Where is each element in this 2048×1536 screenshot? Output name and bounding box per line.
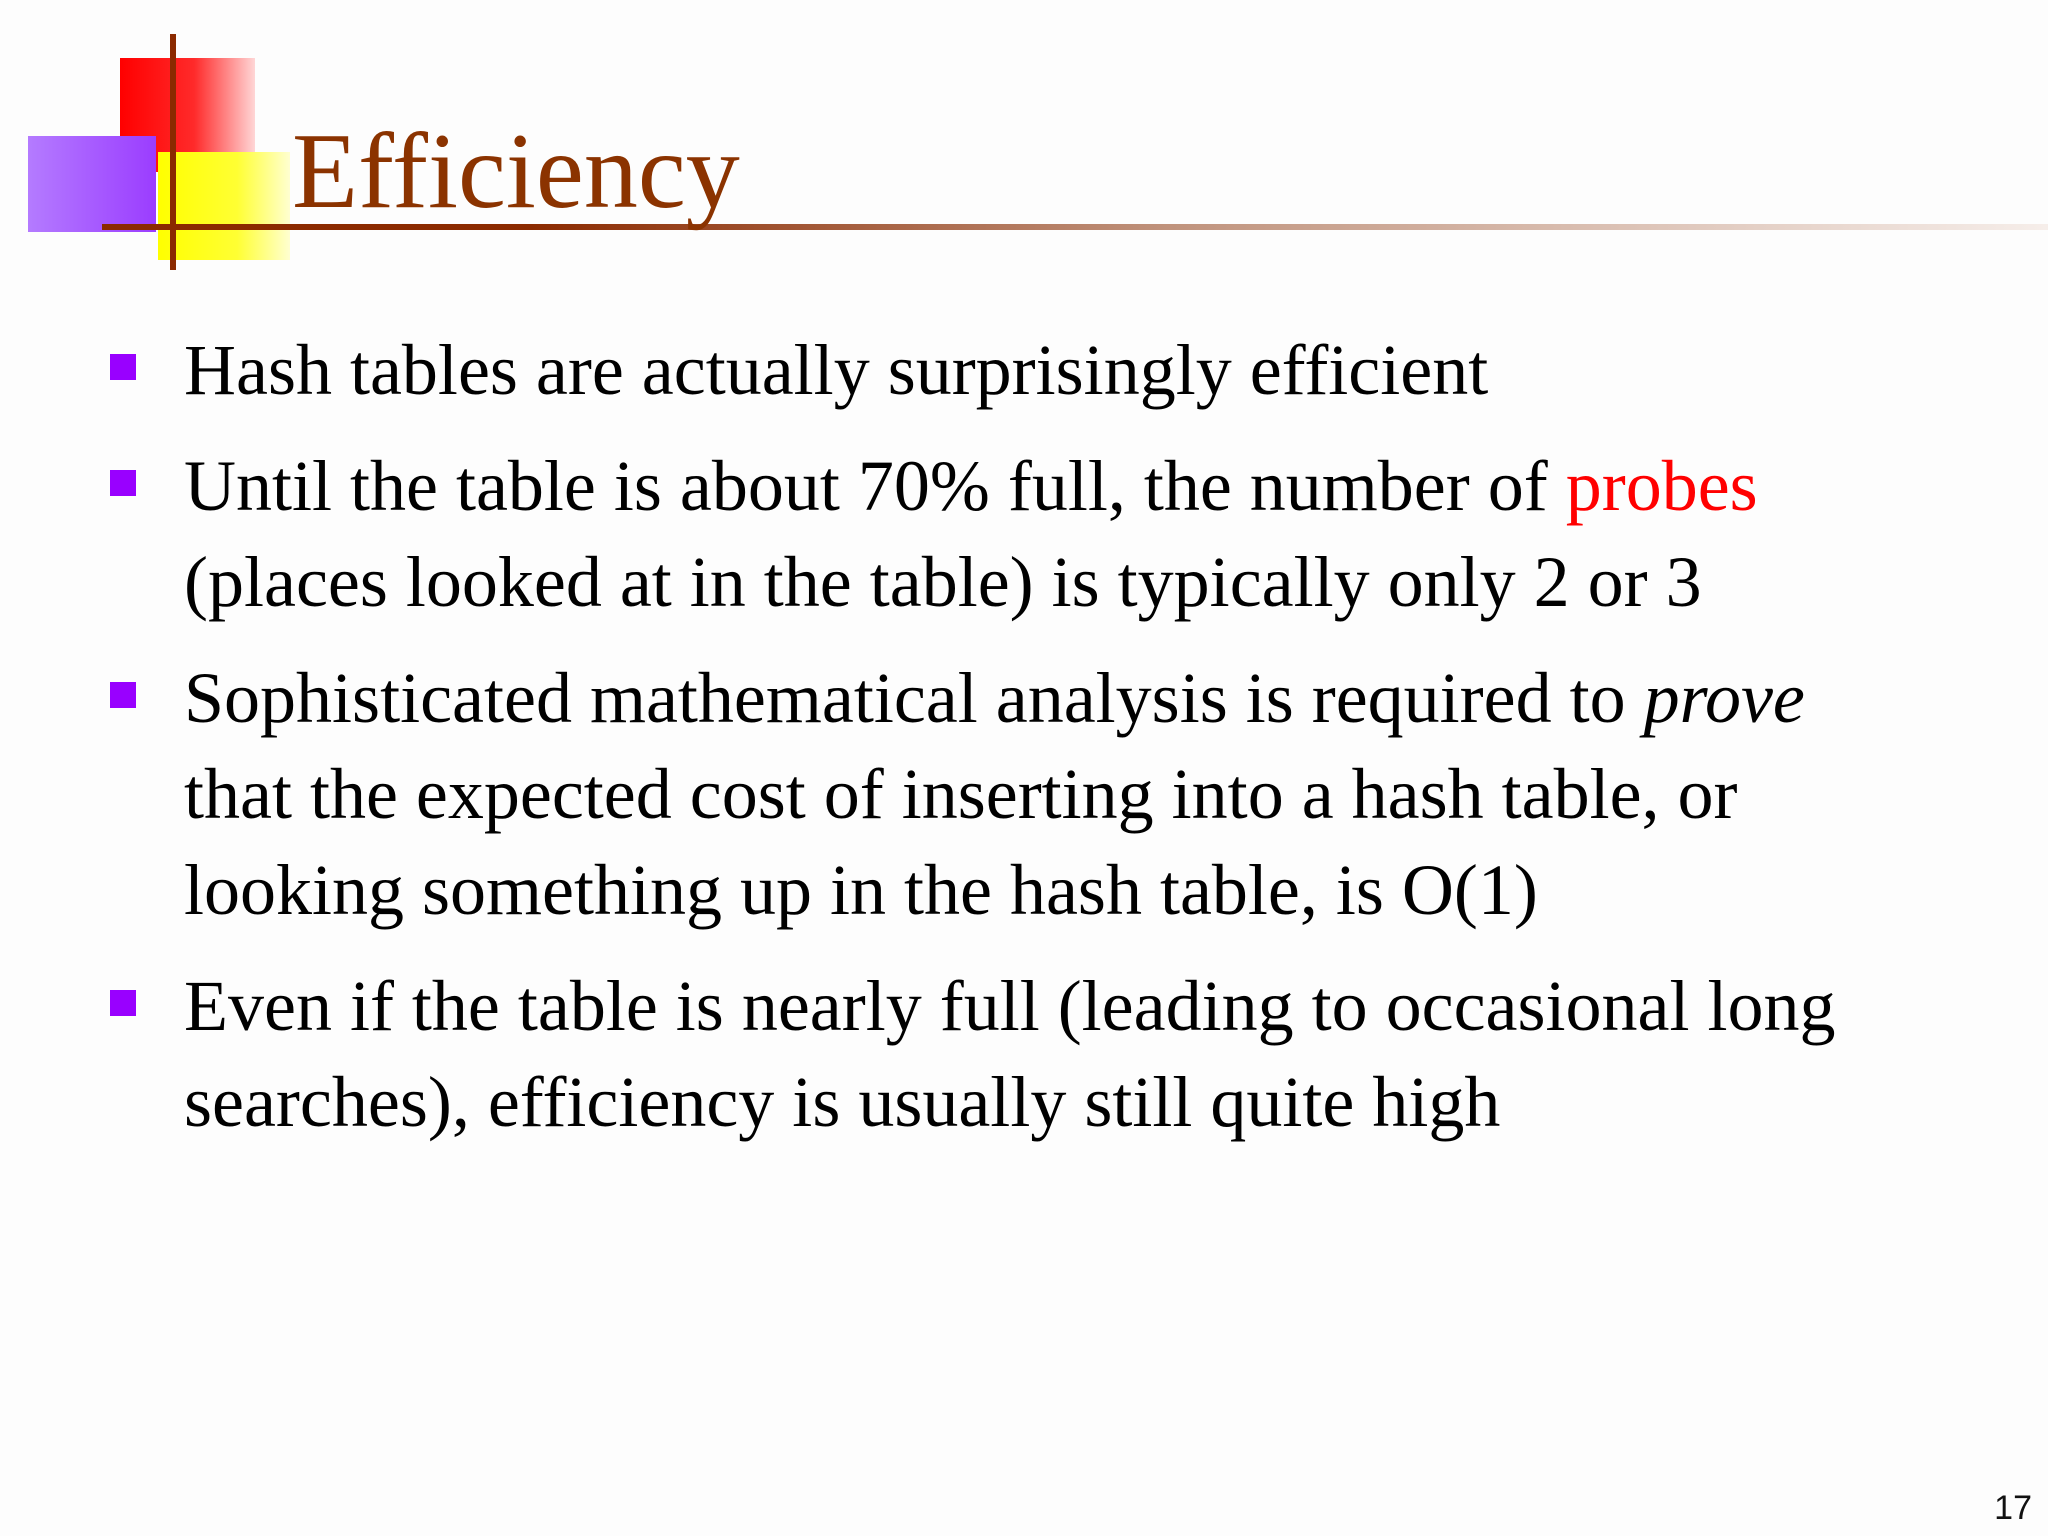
- slide-title: Efficiency: [292, 112, 740, 231]
- title-vertical-rule: [170, 34, 176, 270]
- bullet-text: that the expected cost of inserting into a hash table, or looking something up in the hash table, is O(1): [184, 754, 1738, 930]
- bullet-item: [110, 322, 1910, 418]
- bullet-text: (places looked at in the table) is typically only 2 or 3: [184, 542, 1702, 622]
- bullet-square-icon: [110, 470, 136, 496]
- yellow-square-decoration: [158, 152, 290, 260]
- bullet-square-icon: [110, 990, 136, 1016]
- bullet-square-icon: [110, 354, 136, 380]
- purple-square-decoration: [28, 136, 156, 232]
- bullet-item: [110, 958, 1910, 1150]
- bullet-square-icon: [110, 682, 136, 708]
- page-number: 17: [1994, 1489, 2032, 1527]
- bullet-list: [110, 322, 1910, 1170]
- bullet-item: [110, 438, 1910, 630]
- bullet-text: Sophisticated mathematical analysis is required to: [184, 658, 1644, 738]
- bullet-text: Until the table is about 70% full, the number of: [184, 446, 1566, 526]
- bullet-text: Even if the table is nearly full (leading to occasional long searches), efficiency is usually still quite high: [184, 966, 1836, 1142]
- bullet-item: [110, 650, 1910, 938]
- bullet-text: Hash tables are actually surprisingly efficient: [184, 330, 1489, 410]
- emphasized-term: prove: [1643, 658, 1805, 738]
- highlighted-term: probes: [1565, 446, 1758, 526]
